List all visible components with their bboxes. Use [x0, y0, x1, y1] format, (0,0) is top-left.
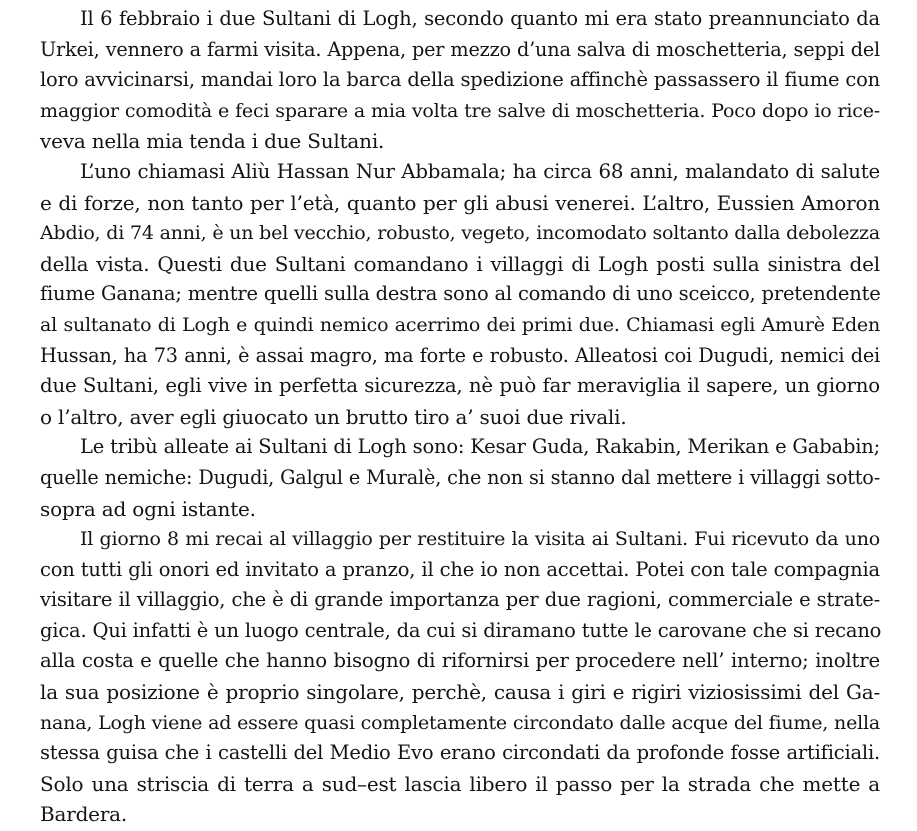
text-line: Il giorno 8 mi recai al villaggio per restituire la visita ai Sultani. Fui ricevuto da uno [80, 528, 880, 551]
text-line: alla costa e quelle che hanno bisogno di rifornirsi per procedere nell’ interno; inoltre [40, 649, 880, 673]
text-line: Il 6 febbraio i due Sultani di Logh, secondo quanto mi era stato preannunciato da [80, 7, 880, 30]
text-line: maggior comodità e feci sparare a mia volta tre salve di moschetteria. Poco dopo io rice- [40, 99, 880, 122]
text-line: L’uno chiamasi Aliù Hassan Nur Abbamala; ha circa 68 anni, malandato di salute [80, 159, 880, 183]
text-line: visitare il villaggio, che è di grande importanza per due ragioni, commerciale e strate- [40, 588, 880, 612]
text-line: Solo una striscia di terra a sud–est lascia libero il passo per la strada che mette a [40, 771, 880, 796]
text-line: loro avvicinarsi, mandai loro la barca della spedizione affinchè passassero il fiume con [40, 68, 880, 92]
text-line: quelle nemiche: Dugudi, Galgul e Muralè, che non si stanno dal mettere i villaggi sotto- [40, 465, 880, 489]
text-line: gica. Qui infatti è un luogo centrale, da cui si diramano tutte le carovane che si recano [40, 618, 882, 642]
text-line: Bardera. [40, 802, 128, 827]
text-line: nana, Logh viene ad essere quasi completamente circondato dalle acque del fiume, nella [40, 711, 880, 734]
text-line: Le tribù alleate ai Sultani di Logh sono: Kesar Guda, Rakabin, Merikan e Gababin; [80, 435, 880, 459]
text-line: veva nella mia tenda i due Sultani. [40, 129, 385, 154]
text-line: stessa guisa che i castelli del Medio Evo erano circondati da profonde fosse artificiali. [40, 741, 880, 765]
text-line: sopra ad ogni istante. [40, 496, 256, 521]
text-line: con tutti gli onori ed invitato a pranzo, il che io non accettai. Potei con tale compagnia [40, 557, 880, 581]
text-line: al sultanato di Logh e quindi nemico acerrimo dei primi due. Chiamasi egli Amurè Eden [40, 313, 880, 336]
text-line: della vista. Questi due Sultani comandano i villaggi di Logh posti sulla sinistra del [40, 251, 880, 276]
text-line: e di forze, non tanto per l’età, quanto per gli abusi venerei. L’altro, Eussien Amoron [40, 190, 880, 215]
text-line: fiume Ganana; mentre quelli sulla destra sono al comando di uno sceicco, pretendente [40, 282, 881, 306]
text-line: o l’altro, aver egli giuocato un brutto tiro a’ suoi due rivali. [40, 404, 627, 429]
text-line: Abdio, di 74 anni, è un bel vecchio, robusto, vegeto, incomodato soltanto dalla debolezza [40, 222, 880, 245]
text-line: due Sultani, egli vive in perfetta sicurezza, nè può far meraviglia il sapere, un giorno [40, 374, 880, 398]
text-line: Hussan, ha 73 anni, è assai magro, ma forte e robusto. Alleatosi coi Dugudi, nemici dei [40, 343, 880, 367]
text-line: la sua posizione è proprio singolare, perchè, causa i giri e rigiri viziosissimi del Ga- [40, 680, 880, 705]
text-line: Urkei, vennero a farmi visita. Appena, per mezzo d’una salva di moschetteria, seppi del [40, 37, 880, 61]
